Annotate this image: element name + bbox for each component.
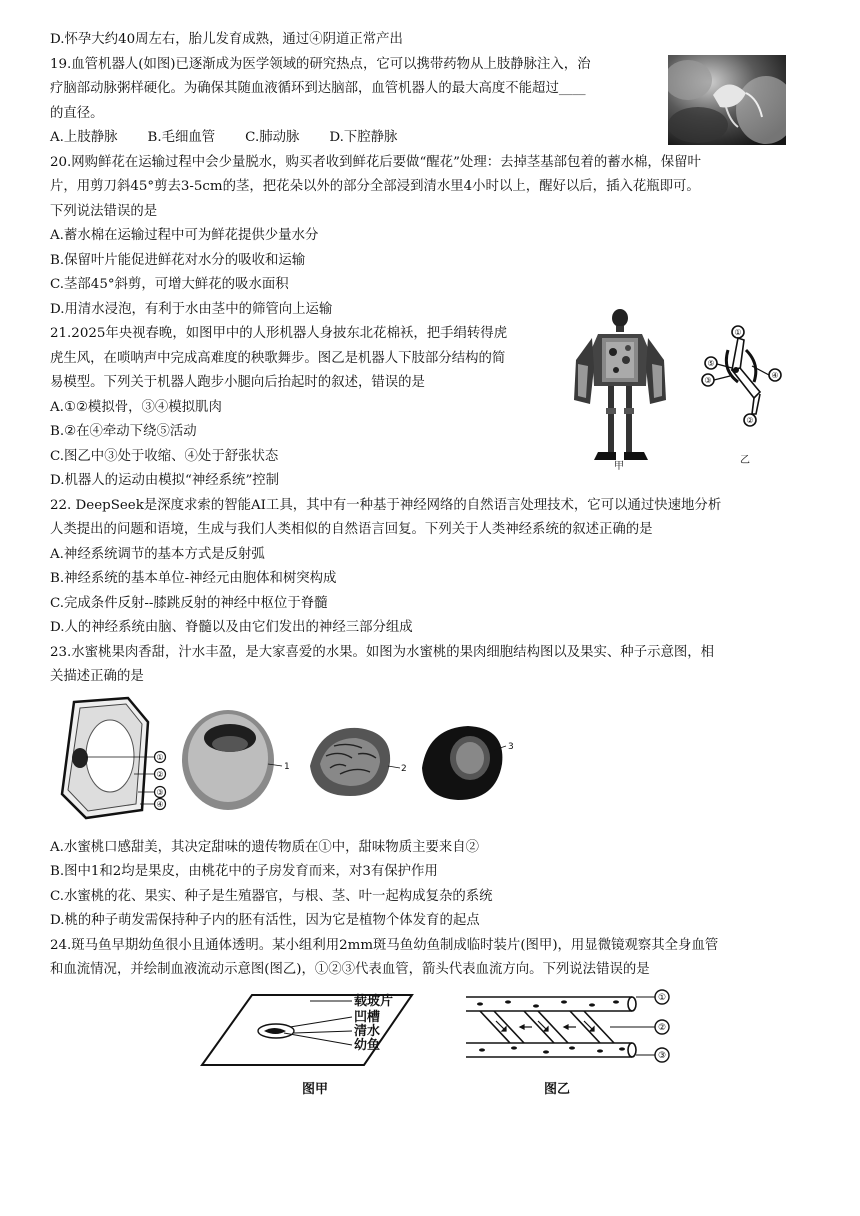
label-1: ① <box>734 328 742 337</box>
q19-stem-1: 19.血管机器人(如图)已逐渐成为医学领域的研究热点，它可以携带药物从上肢静脉注入，治 <box>50 56 591 72</box>
label-3: ③ <box>704 376 712 385</box>
q22-option-d: D.人的神经系统由脑、脊髓以及由它们发出的神经三部分组成 <box>50 620 413 635</box>
q24-figure-row <box>50 983 820 1113</box>
q23-stem-1: 23.水蜜桃果肉香甜，汁水丰盈，是大家喜爱的水果。如图为水蜜桃的果肉细胞结构图以及果实、种子示意图，相 <box>50 644 715 660</box>
slide-label-4: 幼鱼 <box>354 1037 381 1053</box>
q19-option-c: C.肺动脉 <box>245 130 300 145</box>
label-2: ② <box>746 416 754 425</box>
slide-label-1: 载玻片 <box>354 993 394 1009</box>
q20-stem-3: 下列说法错误的是 <box>50 203 158 219</box>
peach-pit-image <box>300 716 410 806</box>
q20-stem-1: 20.网购鲜花在运输过程中会少量脱水，购买者收到鲜花后要做“醒花”处理：去掉茎基部包着的蓄水棉，保留叶 <box>50 154 701 170</box>
peach-fruit-image <box>176 704 296 814</box>
q20-stem-2: 片，用剪刀斜45°剪去3-5cm的茎，把花朵以外的部分全部浸到清水里4小时以上，醒好以后，插入花瓶即可。 <box>50 179 700 194</box>
q22-stem-2: 人类提出的问题和语境，生成与我们人类相似的自然语言回复。下列关于人类神经系统的叙述正确的是 <box>50 522 653 537</box>
q19-option-a: A.上肢静脉 <box>50 130 118 145</box>
slide-label-2: 凹槽 <box>354 1009 381 1025</box>
q21-option-b: B.②在④牵动下绕⑤活动 <box>50 424 197 439</box>
humanoid-robot-image <box>568 308 668 470</box>
fig-jia-label: 甲 <box>614 461 624 470</box>
fruit-label-1: 1 <box>284 761 290 772</box>
q19-stem-2: 疗脑部动脉粥样硬化。为确保其随血液循环到达脑部，血管机器人的最大高度不能超过____ <box>50 81 586 96</box>
vessel-label-1: ① <box>657 992 667 1003</box>
q19-stem-3: 的直径。 <box>50 105 104 121</box>
question-23 <box>50 641 820 934</box>
cell-label-3: ③ <box>156 787 164 797</box>
question-22 <box>50 494 820 641</box>
q23-option-c: C.水蜜桃的花、果实、种子是生殖器官，与根、茎、叶一起构成复杂的系统 <box>50 888 493 904</box>
q23-option-d: D.桃的种子萌发需保持种子内的胚有活性，因为它是植物个体发育的起点 <box>50 913 480 928</box>
cell-label-1: ① <box>156 752 164 762</box>
q22-stem-1: 22. DeepSeek是深度求索的智能AI工具，其中有一种基于神经网络的自然语言处理技术，它可以通过快速地分析 <box>50 497 722 513</box>
vessel-label-3: ③ <box>657 1050 667 1061</box>
q19-option-d: D.下腔静脉 <box>329 130 398 145</box>
q20-option-c: C.茎部45°斜剪，可增大鲜花的吸水面积 <box>50 277 289 292</box>
q20-option-d: D.用清水浸泡，有利于水由茎中的筛管向上运输 <box>50 301 333 317</box>
temporary-slide-diagram <box>190 987 430 1107</box>
question-20 <box>50 151 820 323</box>
question-19 <box>50 53 820 151</box>
vascular-robot-image <box>668 55 786 145</box>
leg-model-diagram <box>698 320 798 470</box>
q20-option-b: B.保留叶片能促进鲜花对水分的吸收和运输 <box>50 252 306 268</box>
cell-label-4: ④ <box>156 799 164 809</box>
q23-figure-row <box>50 690 820 836</box>
q22-option-b: B.神经系统的基本单位-神经元由胞体和树突构成 <box>50 571 337 586</box>
q21-stem-1: 21.2025年央视春晚，如图甲中的人形机器人身披东北花棉袄，把手绢转得虎 <box>50 326 508 341</box>
q24-stem-2: 和血流情况，并绘制血液流动示意图(图乙)，①②③代表血管，箭头代表血流方向。下列说法错误的是 <box>50 962 650 977</box>
q21-option-c: C.图乙中③处于收缩、④处于舒张状态 <box>50 448 279 464</box>
q18-option-d: D.怀孕大约40周左右，胎儿发育成熟，通过④阴道正常产出 <box>50 32 403 47</box>
q21-stem-3: 易模型。下列关于机器人跑步小腿向后抬起时的叙述，错误的是 <box>50 375 425 390</box>
q19-option-b: B.毛细血管 <box>147 130 216 145</box>
question-21 <box>50 322 820 494</box>
blood-flow-diagram <box>460 987 700 1107</box>
fig-yi-label: 乙 <box>740 455 750 466</box>
q22-option-a: A.神经系统调节的基本方式是反射弧 <box>50 546 265 562</box>
pulp-cell-diagram <box>56 694 176 824</box>
vessel-label-2: ② <box>657 1022 667 1033</box>
q21-option-d: D.机器人的运动由模拟“神经系统”控制 <box>50 473 280 488</box>
exam-page <box>50 28 820 1113</box>
label-5: ⑤ <box>707 359 715 368</box>
fruit-label-2: 2 <box>401 763 407 774</box>
q20-option-a: A.蓄水棉在运输过程中可为鲜花提供少量水分 <box>50 228 319 243</box>
q21-stem-2: 虎生风，在唢呐声中完成高难度的秧歌舞步。图乙是机器人下肢部分结构的简 <box>50 350 506 366</box>
slide-label-3: 清水 <box>354 1023 381 1039</box>
q23-option-a: A.水蜜桃口感甜美，其决定甜味的遗传物质在①中，甜味物质主要来自② <box>50 839 480 855</box>
cell-label-2: ② <box>156 769 164 779</box>
q21-option-a: A.①②模拟骨，③④模拟肌肉 <box>50 399 222 415</box>
q24-stem-1: 24.斑马鱼早期幼鱼很小且通体透明。某小组利用2mm斑马鱼幼鱼制成临时装片(图甲)，用显微镜观察其全身血管 <box>50 937 719 953</box>
q23-option-b: B.图中1和2均是果皮，由桃花中的子房发育而来，对3有保护作用 <box>50 864 438 879</box>
label-4: ④ <box>771 371 779 380</box>
fig-b-caption: 图乙 <box>544 1081 571 1097</box>
question-24 <box>50 934 820 1113</box>
peach-seed-image <box>414 716 524 806</box>
fruit-label-3: 3 <box>508 741 514 752</box>
q23-stem-2: 关描述正确的是 <box>50 669 144 684</box>
q22-option-c: C.完成条件反射--膝跳反射的神经中枢位于脊髓 <box>50 595 328 611</box>
fig-a-caption: 图甲 <box>302 1081 329 1097</box>
